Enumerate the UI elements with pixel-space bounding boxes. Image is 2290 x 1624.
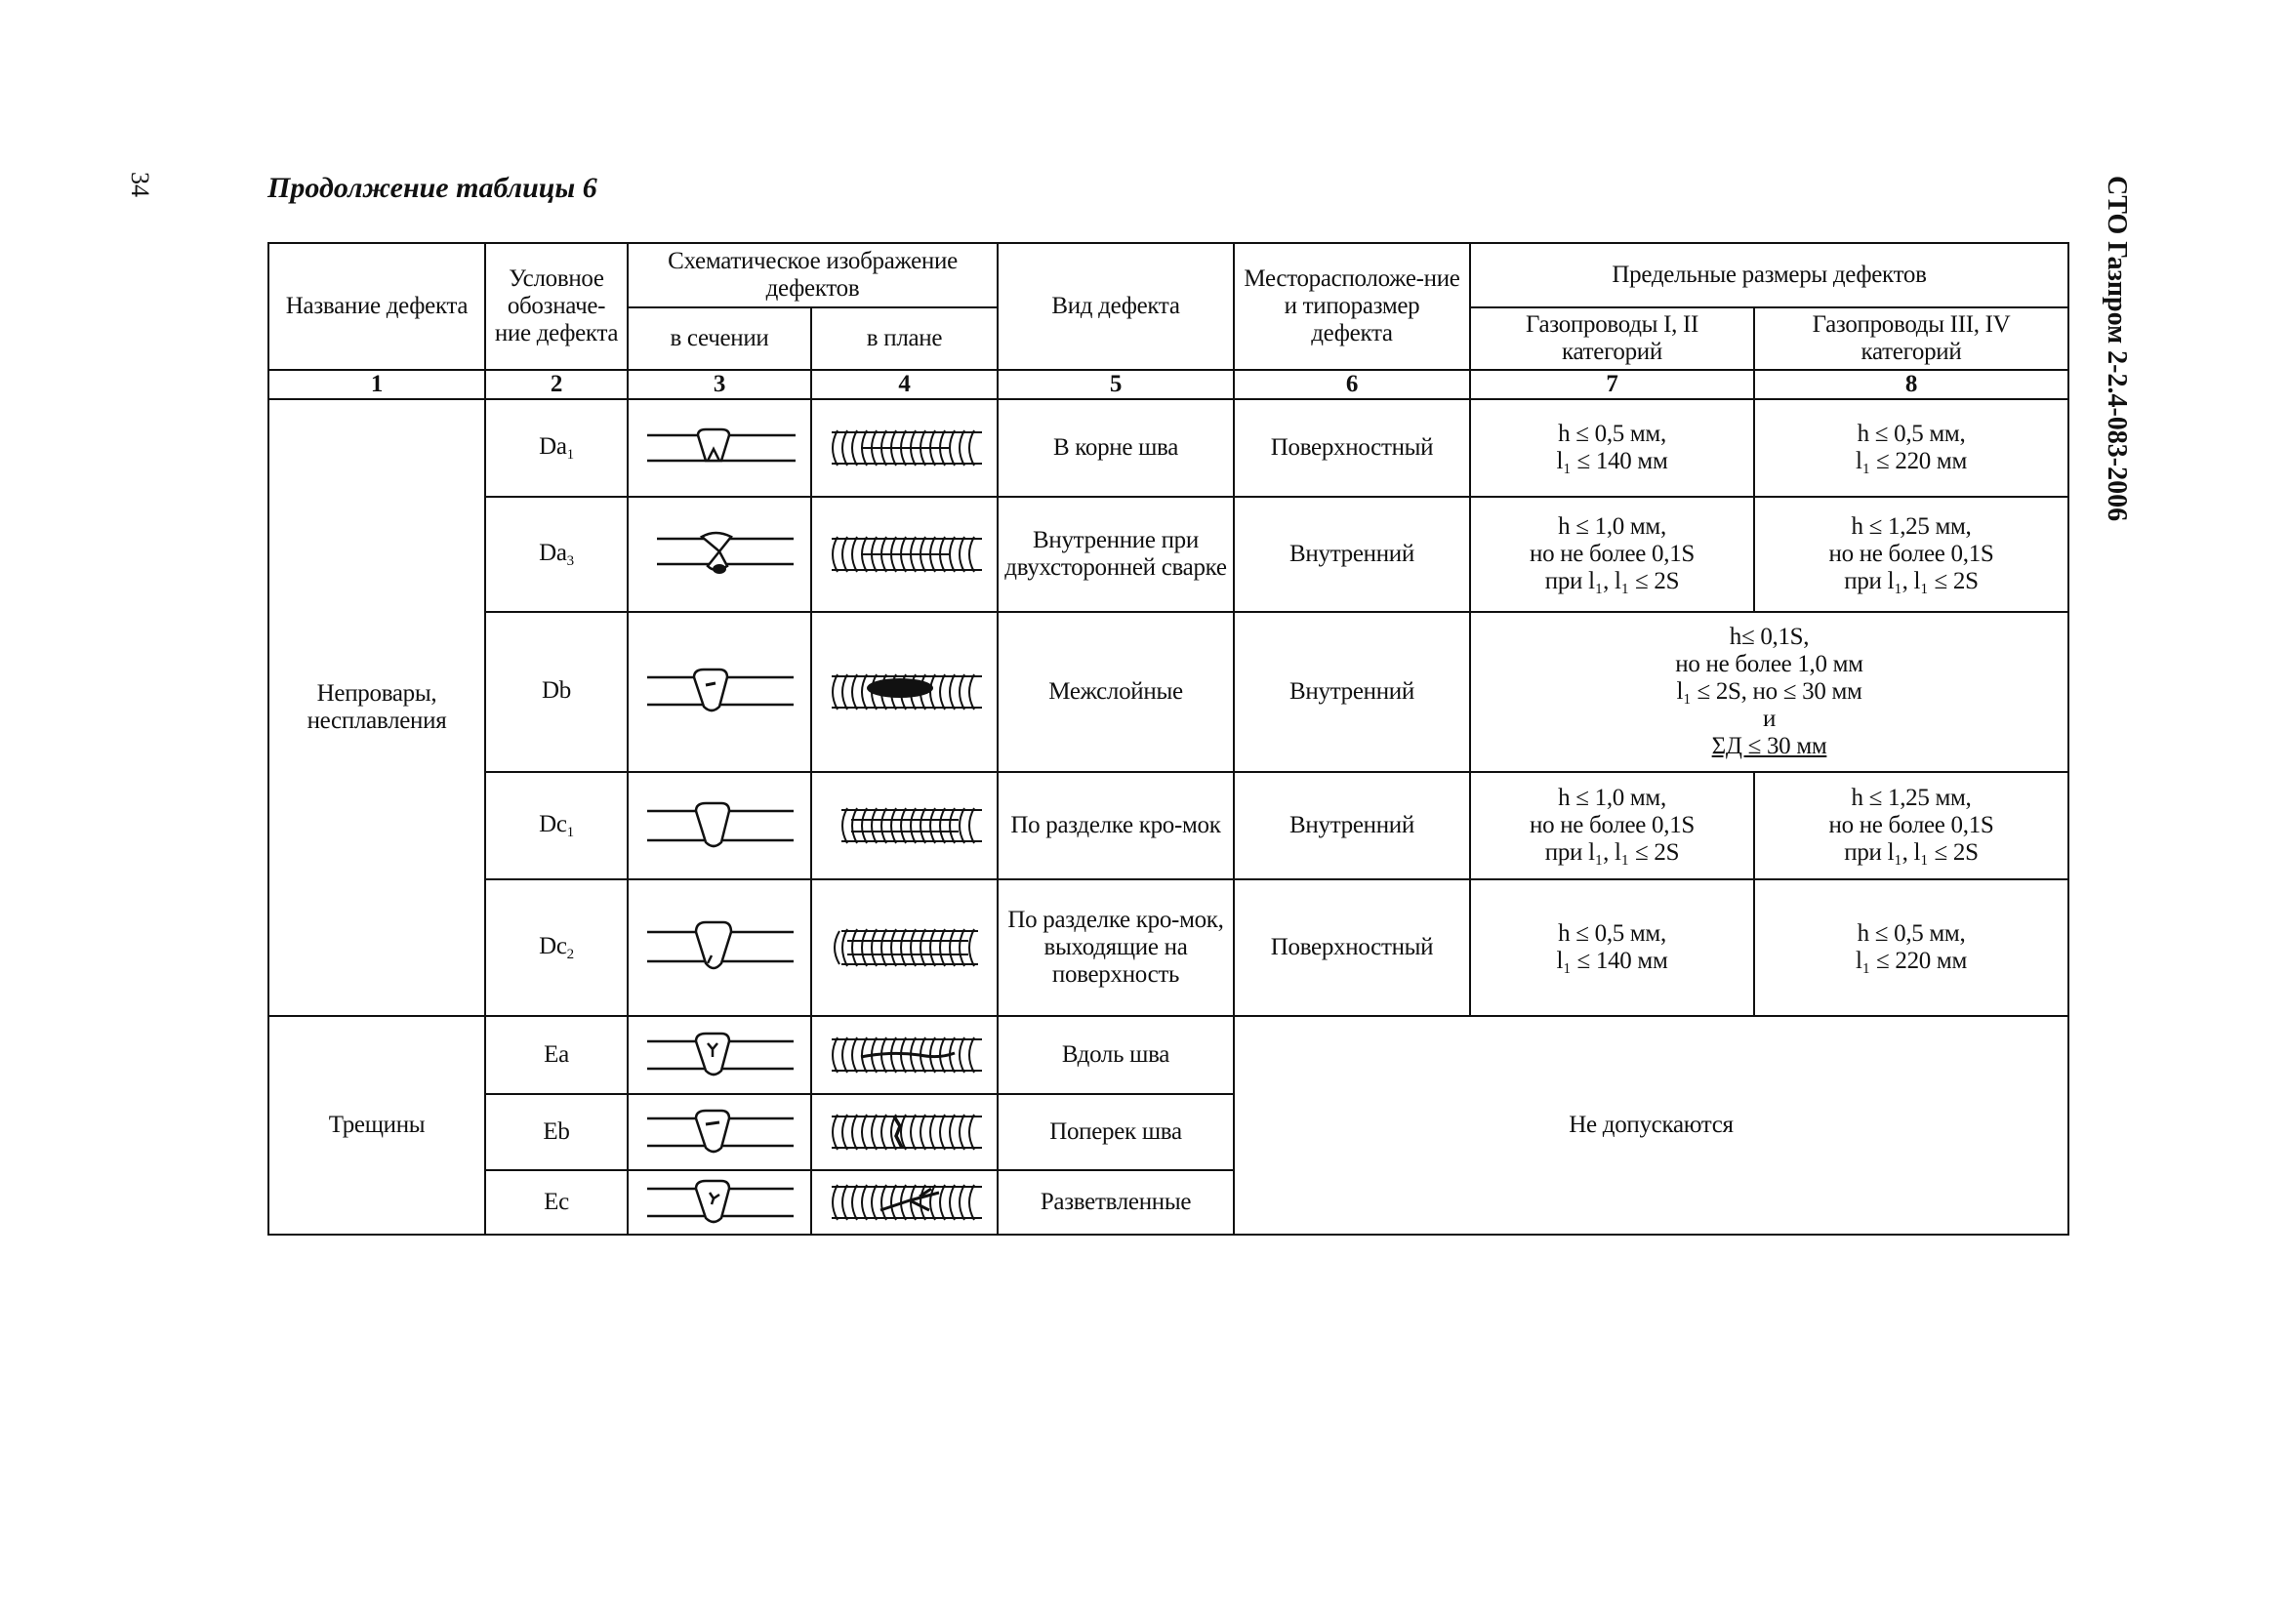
header-section: в сечении xyxy=(628,307,811,370)
header-limits: Предельные размеры дефектов xyxy=(1470,243,2068,307)
column-number: 1 xyxy=(268,370,485,399)
not-allowed-cell: Не допускаются xyxy=(1234,1016,2068,1235)
defect-type: Внутренние при двухсторонней сварке xyxy=(998,497,1234,612)
defect-location: Внутренний xyxy=(1234,497,1470,612)
defect-type: В корне шва xyxy=(998,399,1234,497)
section-sketch xyxy=(628,399,811,497)
weld-section-double-sided-icon xyxy=(637,525,801,584)
weld-plan-branched-crack-icon xyxy=(822,1181,988,1224)
plan-sketch xyxy=(811,879,998,1016)
table-row xyxy=(268,1016,2068,1094)
weld-section-crack-icon xyxy=(637,1177,801,1228)
column-number: 4 xyxy=(811,370,998,399)
defect-code: $Dc_2$ xyxy=(485,879,628,1016)
defect-code: Ec xyxy=(485,1170,628,1235)
defect-location: Внутренний xyxy=(1234,612,1470,772)
column-number: 3 xyxy=(628,370,811,399)
header-schematic: Схематическое изображение дефектов xyxy=(628,243,998,307)
defect-type: По разделке кро-мок, выходящие на поверхность xyxy=(998,879,1234,1016)
table-row xyxy=(268,772,2068,879)
defects-table xyxy=(267,242,2069,1236)
defect-type: Поперек шва xyxy=(998,1094,1234,1170)
plan-sketch xyxy=(811,1170,998,1235)
column-number: 8 xyxy=(1754,370,2068,399)
defect-code: $Da_3$ xyxy=(485,497,628,612)
group-name-cracks: Трещины xyxy=(268,1016,485,1235)
plan-sketch xyxy=(811,399,998,497)
plan-sketch xyxy=(811,1094,998,1170)
section-sketch xyxy=(628,497,811,612)
column-number: 7 xyxy=(1470,370,1754,399)
header-cat34: Газопроводы III, IV категорий xyxy=(1754,307,2068,370)
weld-plan-edge-icon xyxy=(822,804,988,847)
limit-cat12: h ≤ 1,0 мм, но не более 0,1S при l₁, l₁ ≤ 2S xyxy=(1470,772,1754,879)
defect-location: Поверхностный xyxy=(1234,399,1470,497)
defect-code: Ea xyxy=(485,1016,628,1094)
column-numbers-row xyxy=(268,370,2068,399)
defect-code: Db xyxy=(485,612,628,772)
weld-plan-longitudinal-crack-icon xyxy=(822,1034,988,1076)
defect-type: По разделке кро-мок xyxy=(998,772,1234,879)
plan-sketch xyxy=(811,1016,998,1094)
table-row xyxy=(268,399,2068,497)
section-sketch xyxy=(628,1094,811,1170)
column-number: 2 xyxy=(485,370,628,399)
section-sketch xyxy=(628,879,811,1016)
weld-section-interlayer-icon xyxy=(637,666,801,718)
defect-location: Внутренний xyxy=(1234,772,1470,879)
weld-plan-edge-surface-icon xyxy=(822,925,988,970)
section-sketch xyxy=(628,612,811,772)
column-number: 6 xyxy=(1234,370,1470,399)
weld-section-edge-surface-icon xyxy=(637,918,801,977)
plan-sketch xyxy=(811,497,998,612)
header-plan: в плане xyxy=(811,307,998,370)
section-sketch xyxy=(628,1170,811,1235)
page-number: 34 xyxy=(126,172,154,197)
table-row xyxy=(268,612,2068,772)
table-row xyxy=(268,497,2068,612)
defect-type: Межслойные xyxy=(998,612,1234,772)
limit-cat12: h ≤ 0,5 мм, l₁ ≤ 140 мм xyxy=(1470,399,1754,497)
plan-sketch xyxy=(811,612,998,772)
weld-plan-transverse-crack-icon xyxy=(822,1111,988,1154)
limit-cat34: h ≤ 1,25 мм, но не более 0,1S при l₁, l₁ ≤ 2S xyxy=(1754,497,2068,612)
limit-cat34: h ≤ 0,5 мм, l₁ ≤ 220 мм xyxy=(1754,399,2068,497)
defect-code: $Dc_1$ xyxy=(485,772,628,879)
defect-code: Eb xyxy=(485,1094,628,1170)
weld-plan-icon xyxy=(822,533,988,576)
table-row xyxy=(268,879,2068,1016)
limit-cat34: h ≤ 1,25 мм, но не более 0,1S при l₁, l₁ ≤ 2S xyxy=(1754,772,2068,879)
header-code: Условное обозначе-ние дефекта xyxy=(485,243,628,370)
section-sketch xyxy=(628,772,811,879)
weld-section-root-icon xyxy=(637,424,801,472)
limit-merged: h≤ 0,1S, но не более 1,0 мм l₁ ≤ 2S, но ≤ 30 мм и ΣД ≤ 30 мм xyxy=(1470,612,2068,772)
section-sketch xyxy=(628,1016,811,1094)
weld-plan-icon xyxy=(822,426,988,469)
group-name-lack-of-fusion: Непровары, несплавления xyxy=(268,399,485,1016)
weld-section-crack-icon xyxy=(637,1107,801,1157)
header-type: Вид дефекта xyxy=(998,243,1234,370)
header-cat12: Газопроводы I, II категорий xyxy=(1470,307,1754,370)
weld-section-edge-icon xyxy=(637,799,801,852)
weld-section-crack-icon xyxy=(637,1030,801,1080)
header-name: Название дефекта xyxy=(268,243,485,370)
table-caption: Продолжение таблицы 6 xyxy=(267,172,597,204)
limit-cat34: h ≤ 0,5 мм, l₁ ≤ 220 мм xyxy=(1754,879,2068,1016)
defect-type: Разветвленные xyxy=(998,1170,1234,1235)
defect-type: Вдоль шва xyxy=(998,1016,1234,1094)
limit-cat12: h ≤ 1,0 мм, но не более 0,1S при l₁, l₁ ≤ 2S xyxy=(1470,497,1754,612)
defect-location: Поверхностный xyxy=(1234,879,1470,1016)
header-location: Месторасположе-ние и типоразмер дефекта xyxy=(1234,243,1470,370)
limit-cat12: h ≤ 0,5 мм, l₁ ≤ 140 мм xyxy=(1470,879,1754,1016)
defect-code: $Da_1$ xyxy=(485,399,628,497)
document-code: СТО Газпром 2-2.4-083-2006 xyxy=(2102,176,2132,522)
weld-plan-interlayer-icon xyxy=(822,670,988,713)
plan-sketch xyxy=(811,772,998,879)
column-number: 5 xyxy=(998,370,1234,399)
